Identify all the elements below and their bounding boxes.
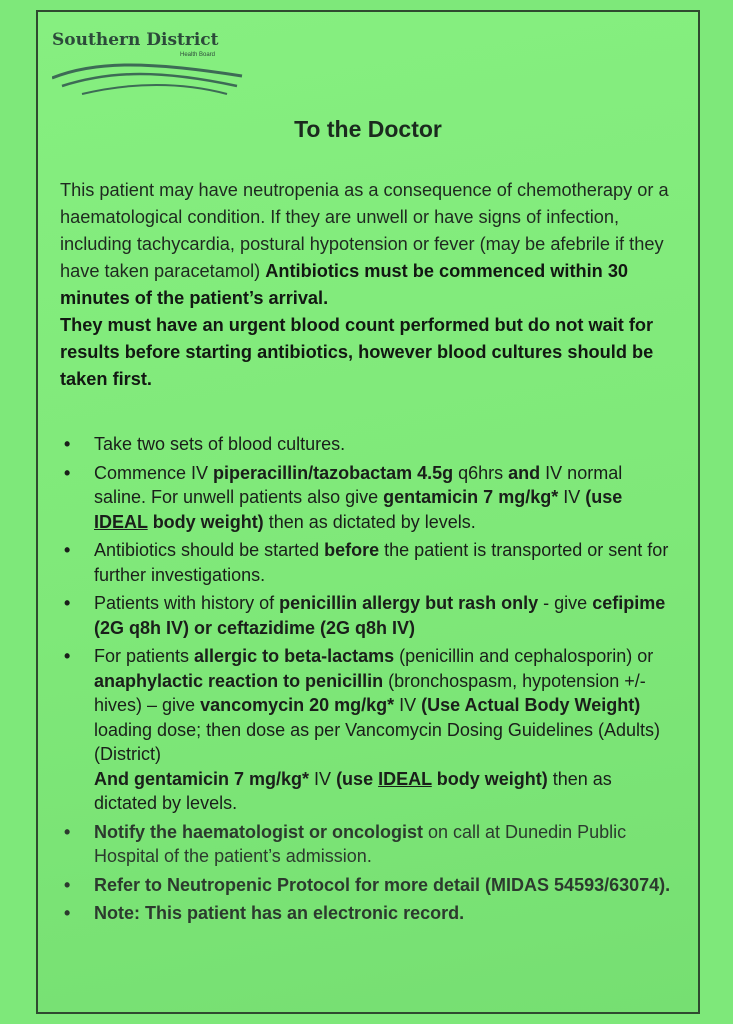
bullet-icon: • bbox=[64, 540, 71, 560]
bullet-icon: • bbox=[64, 462, 71, 483]
instruction-list bbox=[60, 432, 678, 930]
bullet-icon: • bbox=[64, 874, 71, 895]
health-board-logo bbox=[52, 30, 252, 100]
list-item: • Refer to Neutropenic Protocol for more detail (MIDAS 54593/63074). bbox=[60, 873, 678, 898]
notice-card bbox=[36, 10, 700, 1014]
intro-urgent-antibiotics: Antibiotics must be commenced within 30 minutes of the patient’s arrival. bbox=[60, 261, 629, 308]
intro-paragraph: This patient may have neutropenia as a consequence of chemotherapy or a haematological condition. If they are unwell or have signs of infection, including tachycardia, postural hypotension or fever (may be afebrile if they have taken paracetamol) bbox=[60, 180, 669, 281]
list-item: • For patients allergic to beta-lactams (penicillin and cephalosporin) or anaphylactic reaction to penicillin (bronchospasm, hypotension +/- hives) – give vancomycin 20 mg/kg* IV (Use Actual Body Weight) loading dose; then dose as per Vancomycin Dosing Guidelines (Adults) (District) And gentamicin 7 mg/kg* IV (use IDEAL body weight) then as dictated by levels. bbox=[64, 646, 660, 813]
bullet-icon: • bbox=[64, 821, 71, 842]
intro-urgent-blood-count: They must have an urgent blood count performed but do not wait for results before starting antibiotics, however blood cultures should be taken first. bbox=[60, 315, 654, 389]
logo-wave-icon bbox=[52, 56, 252, 100]
list-item: • Note: This patient has an electronic record. bbox=[60, 901, 678, 926]
list-item: • Commence IV piperacillin/tazobactam 4.5g q6hrs and IV normal saline. For unwell patients also give gentamicin 7 mg/kg* IV (use IDEAL body weight) then as dictated by levels. bbox=[64, 462, 623, 532]
list-item: • Notify the haematologist or oncologist on call at Dunedin Public Hospital of the patient’s admission. bbox=[64, 821, 627, 866]
bullet-icon: • bbox=[64, 903, 71, 923]
bullet-icon: • bbox=[64, 646, 71, 666]
list-item: • Patients with history of penicillin allergy but rash only - give cefipime (2G q8h IV) or ceftazidime (2G q8h IV) bbox=[64, 593, 666, 638]
list-item: • Antibiotics should be started before the patient is transported or sent for further investigations. bbox=[64, 540, 669, 585]
bullet-icon: • bbox=[64, 434, 71, 454]
list-item: • Take two sets of blood cultures. bbox=[60, 432, 678, 457]
intro-text bbox=[60, 177, 670, 393]
logo-name: Southern District bbox=[52, 30, 219, 50]
logo-subtitle: Health Board bbox=[180, 52, 216, 58]
bullet-icon: • bbox=[64, 593, 71, 613]
page-title: To the Doctor bbox=[294, 116, 442, 142]
